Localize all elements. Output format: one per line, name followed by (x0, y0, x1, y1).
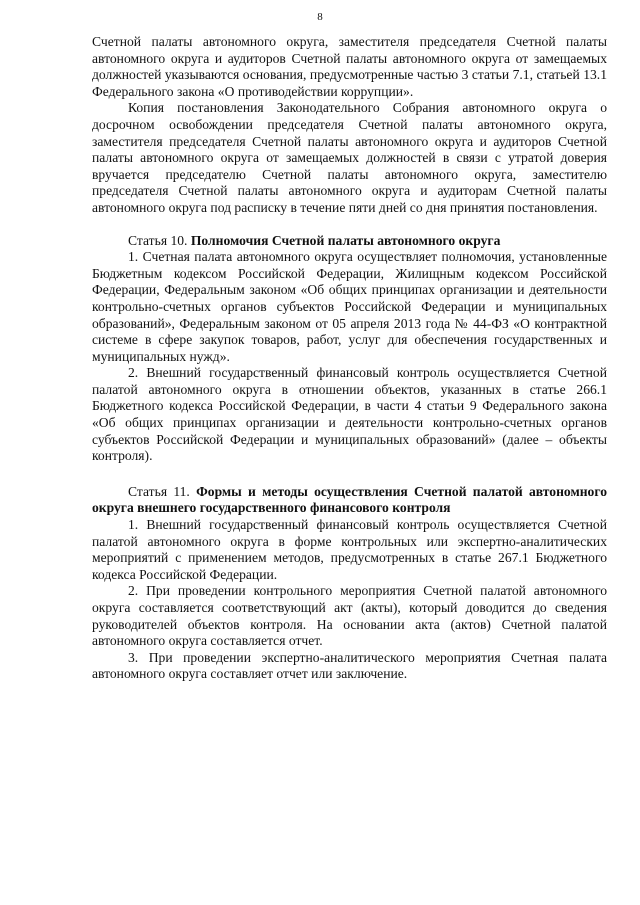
article-11-paragraph-2: 2. При проведении контрольного мероприятия Счетной палатой автономного округа составляется соответствующий акт (акты), который доводится до сведения руководителей объектов контроля. На основании акта (актов) Счетной палатой автономного округа составляется отчет. (92, 583, 607, 649)
page-number: 8 (317, 11, 323, 23)
document-body (92, 34, 607, 683)
article-11-title: Формы и методы осуществления Счетной палатой автономного округа внешнего государственного финансового контроля (92, 483, 607, 516)
article-10-label: Статья 10. (128, 232, 191, 248)
article-11-label: Статья 11. (128, 483, 197, 499)
article-11-paragraph-3: 3. При проведении экспертно-аналитического мероприятия Счетная палата автономного округа составляет отчет или заключение. (92, 649, 607, 682)
paragraph-continuation: Счетной палаты автономного округа, заместителя председателя Счетной палаты автономного округа и аудиторов Счетной палаты автономного округа от замещаемых должностей указываются основания, предусмотренные частью 3 статьи 7.1, статьей 13.1 Федерального закона «О противодействии коррупции». (92, 34, 607, 99)
article-10-title: Полномочия Счетной палаты автономного округа (190, 232, 501, 248)
article-10-heading (92, 233, 607, 250)
article-11-paragraph-1: 1. Внешний государственный финансовый контроль осуществляется Счетной палатой автономного округа в форме контрольных или экспертно-аналитических мероприятий с применением методов, предусмотренных в статье 267.1 Бюджетного кодекса Российской Федерации. (92, 517, 607, 582)
article-10-paragraph-1: 1. Счетная палата автономного округа осуществляет полномочия, установленные Бюджетным кодексом Российской Федерации, Жилищным кодексом Российской Федерации, Федеральным законом «Об общих принципах организации и деятельности контрольно-счетных органов субъектов Российской Федерации и муниципальных образований», Федеральным законом от 05 апреля 2013 года № 44-ФЗ «О контрактной системе в сфере закупок товаров, работ, услуг для обеспечения государственных и муниципальных нужд». (92, 249, 607, 364)
paragraph-copy-of-resolution: Копия постановления Законодательного Собрания автономного округа о досрочном освобождении председателя Счетной палаты автономного округа, заместителя председателя Счетной палаты автономного округа и аудиторов Счетной палаты автономного округа от замещаемых должностей в связи с утратой доверия вручается председателю Счетной палаты автономного округа, заместителю председателя Счетной палаты автономного округа и аудиторам Счетной палаты автономного округа под расписку в течение пяти дней со дня принятия постановления. (92, 100, 607, 215)
article-11-heading (92, 484, 607, 517)
article-10-paragraph-2: 2. Внешний государственный финансовый контроль осуществляется Счетной палатой автономного округа в отношении объектов, указанных в статье 266.1 Бюджетного кодекса Российской Федерации, в части 4 статьи 9 Федерального закона «Об общих принципах организации и деятельности контрольно-счетных органов субъектов Российской Федерации и муниципальных образований» (далее – объекты контроля). (92, 365, 607, 464)
